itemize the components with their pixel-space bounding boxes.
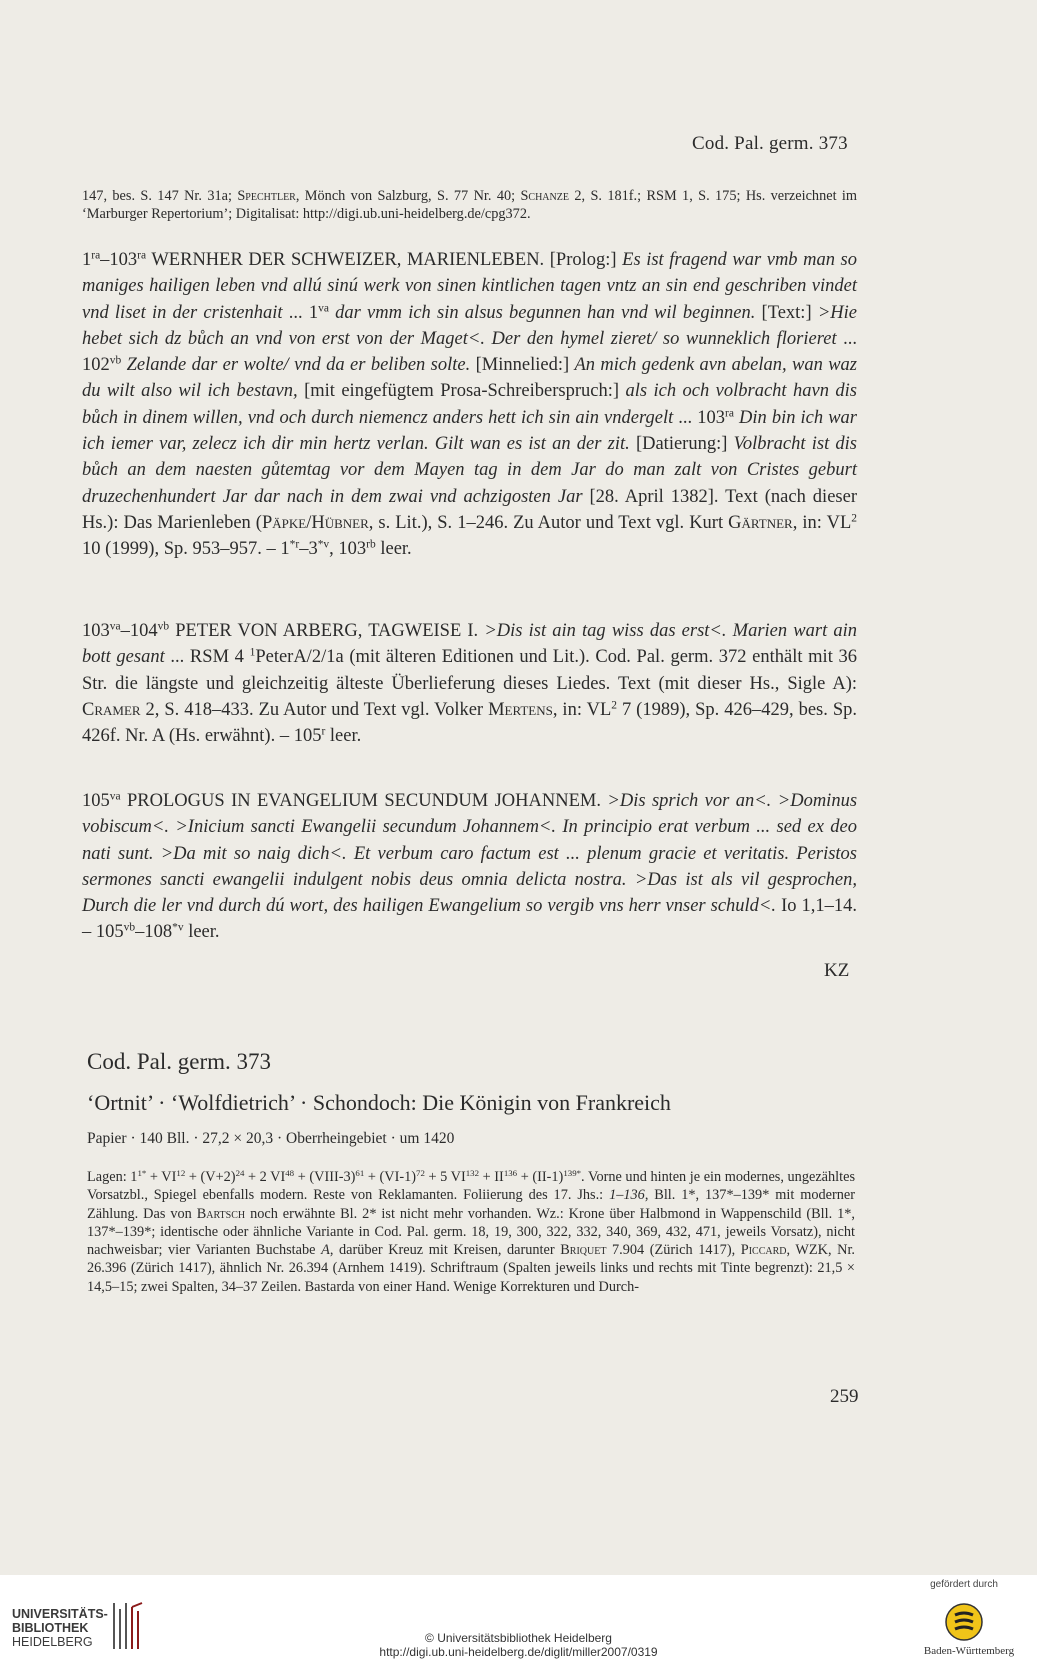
entry-locator: $105^{va}$ [82, 790, 121, 811]
entry-locator: $103^{va}-104^{vb}$ [82, 620, 170, 641]
entry-heading: PROLOGUS IN EVANGELIUM SECUNDUM JOHANNEM. [127, 791, 601, 811]
entry-heading: WERNHER DER SCHWEIZER, MARIENLEBEN. [151, 250, 545, 270]
entry-tagweise [82, 618, 857, 749]
entry-body: [Prolog:] Es ist fragend war vmb man so maniges hailigen leben vnd allú sinú werk von sinen kintlichen tagen vntz an sin end geschriben vindet vnd liset in der cristenhait ... $1^{va}$ dar vmm ich sin alsus begunnen han vnd wil beginnen. [Text:] >Hie hebet sich dz bůch an vnd von erst von der Maget<. Der den hymel zieret/ so wunneklich florieret ... $102^{vb}$ Zelande dar er wolte/ vnd da er beliben solte. [Minnelied:] An mich gedenk avn abelan, wan waz du wilt also wil ich bestavn, [mit eingefügtem Prosa-Schreiberspruch:] als ich och volbracht havn dis bůch in dinem willen, vnd och durch niemencz anders hett ich sin ain vndergelt ... $103^{ra}$ Din bin ich war ich iemer var, zelecz ich dir min hertz verlan. Gilt wan es ist an der zit. [Datierung:] Volbracht ist dis bůch an dem naesten gůtemtag vor dem Mayen tag in dem Jar do man zalt von Cristes geburt druzechenhundert Jar dar nach in dem zwai vnd achzigosten Jar [28. April 1382]. Text (nach dieser Hs.): Das Marienleben (Päpke/Hübner, s. Lit.), S. 1–246. Zu Autor und Text vgl. Kurt Gärtner, in: $VL^2$ 10 (1999), Sp. 953–957. – 1$^{*r}$–3$^{*v}$, $103^{rb}$ leer. [82, 250, 858, 560]
manuscript-title: Cod. Pal. germ. 373 [87, 1049, 271, 1074]
entry-body: >Dis ist ain tag wiss das erst<. Marien wart ain bott gesant ... RSM 4 $^1$PeterA/2/1a (mit älteren Editionen und Lit.). Cod. Pal. germ. 372 enthält mit 36 Str. die längste und gleichzeitig älteste Überlieferung dieses Liedes. Text (mit dieser Hs., Sigle A): Cramer 2, S. 418–433. Zu Autor und Text vgl. Volker Mertens, in: $VL^2$ 7 (1989), Sp. 426–429, bes. Sp. 426f. Nr. A (Hs. erwähnt). – 105$^r$ leer. [82, 621, 857, 747]
copyright-notice: © Universitätsbibliothek Heidelberg http://digi.ub.uni-heidelberg.de/diglit/miller2007/0319 [0, 1631, 1037, 1659]
funder-block: gefördert durch [904, 1579, 1024, 1644]
manuscript-meta: Papier · 140 Bll. · 27,2 × 20,3 · Oberrheingebiet · um 1420 [87, 1130, 455, 1147]
codicology-description: Lagen: $1^{1*} + VI^{12} + (V+2)^{24} + 2$ $VI^{48}$ + (VIII-3)$^{61}$ + $(VI-1)^{72} + 5$ $VI^{132} + II^{136} + (II-1)^{139*}$. Vorne und hinten je ein modernes, ungezähltes Vorsatzbl., Spiegel ebenfalls modern. Reste von Reklamanten. Foliierung des 17. Jhs.: 1–136, Bll. 1*, 137*–139* mit moderner Zählung. Das von Bartsch noch erwähnte Bl. 2* ist nicht mehr vorhanden. Wz.: Krone über Halbmond in Wappenschild (Bll. 1*, 137*–139*; identische oder ähnliche Variante in Cod. Pal. germ. 18, 19, 300, 322, 332, 340, 369, 432, 471, jeweils Vorsatz), nicht nachweisbar; vier Varianten Buchstabe A, darüber Kreuz mit Kreisen, darunter Briquet 7.904 (Zürich 1417), Piccard, WZK, Nr. 26.396 (Zürich 1417), ähnlich Nr. 26.394 (Arnhem 1419). Schriftraum (Spalten jeweils links und rechts mit Tinte begrenzt): 21,5 × 14,5–15; zwei Spalten, 34–37 Zeilen. Bastarda von einer Hand. Wenige Korrekturen und Durch- [87, 1168, 856, 1295]
manuscript-subtitle: ‘Ortnit’ · ‘Wolfdietrich’ · Schondoch: Die Königin von Frankreich [87, 1090, 671, 1115]
entry-heading: PETER VON ARBERG, TAGWEISE I. [175, 621, 479, 641]
library-logo-text[interactable]: UNIVERSITÄTS- BIBLIOTHEK HEIDELBERG [12, 1607, 108, 1649]
entry-body: >Dis sprich vor an<. >Dominus vobiscum<. >Inicium sancti Ewangelii secundum Johannem<. In principio erat verbum ... sed ex deo nati sunt. >Da mit so naig dich<. Et verbum caro factum est ... plenum gracie et veritatis. Peristos sermones sancti ewangelii indulgent nobis deus omnia delicta nostra. >Das ist als vil gesprochen, Durch die ler vnd durch dú wort, des hailigen Ewangelium so vergib vns herr vnser schuld<. Io 1,1–14. – $105^{vb}-108^{*v}$ leer. [82, 791, 858, 943]
baden-wuerttemberg-crest-icon [944, 1602, 984, 1642]
running-head: Cod. Pal. germ. 373 [692, 133, 848, 154]
entry-prologus [82, 788, 857, 946]
entry-marienleben [82, 247, 857, 563]
permalink[interactable]: http://digi.ub.uni-heidelberg.de/diglit/miller2007/0319 [379, 1645, 658, 1659]
footer-bar [0, 1575, 1037, 1662]
page-number: 259 [830, 1386, 859, 1407]
entry-locator: $1^{ra}-103^{ra}$ [82, 249, 147, 270]
author-initials: KZ [824, 960, 850, 981]
previous-entry-note: 147, bes. S. 147 Nr. 31a; Spechtler, Mönch von Salzburg, S. 77 Nr. 40; Schanze 2, S. 181f.; RSM 1, S. 175; Hs. verzeichnet im ‘Marburger Repertorium’; Digitalisat: http://digi.ub.uni-heidelberg.de/cpg372. [82, 188, 858, 223]
funder-name: Baden-Württemberg [923, 1645, 1015, 1657]
